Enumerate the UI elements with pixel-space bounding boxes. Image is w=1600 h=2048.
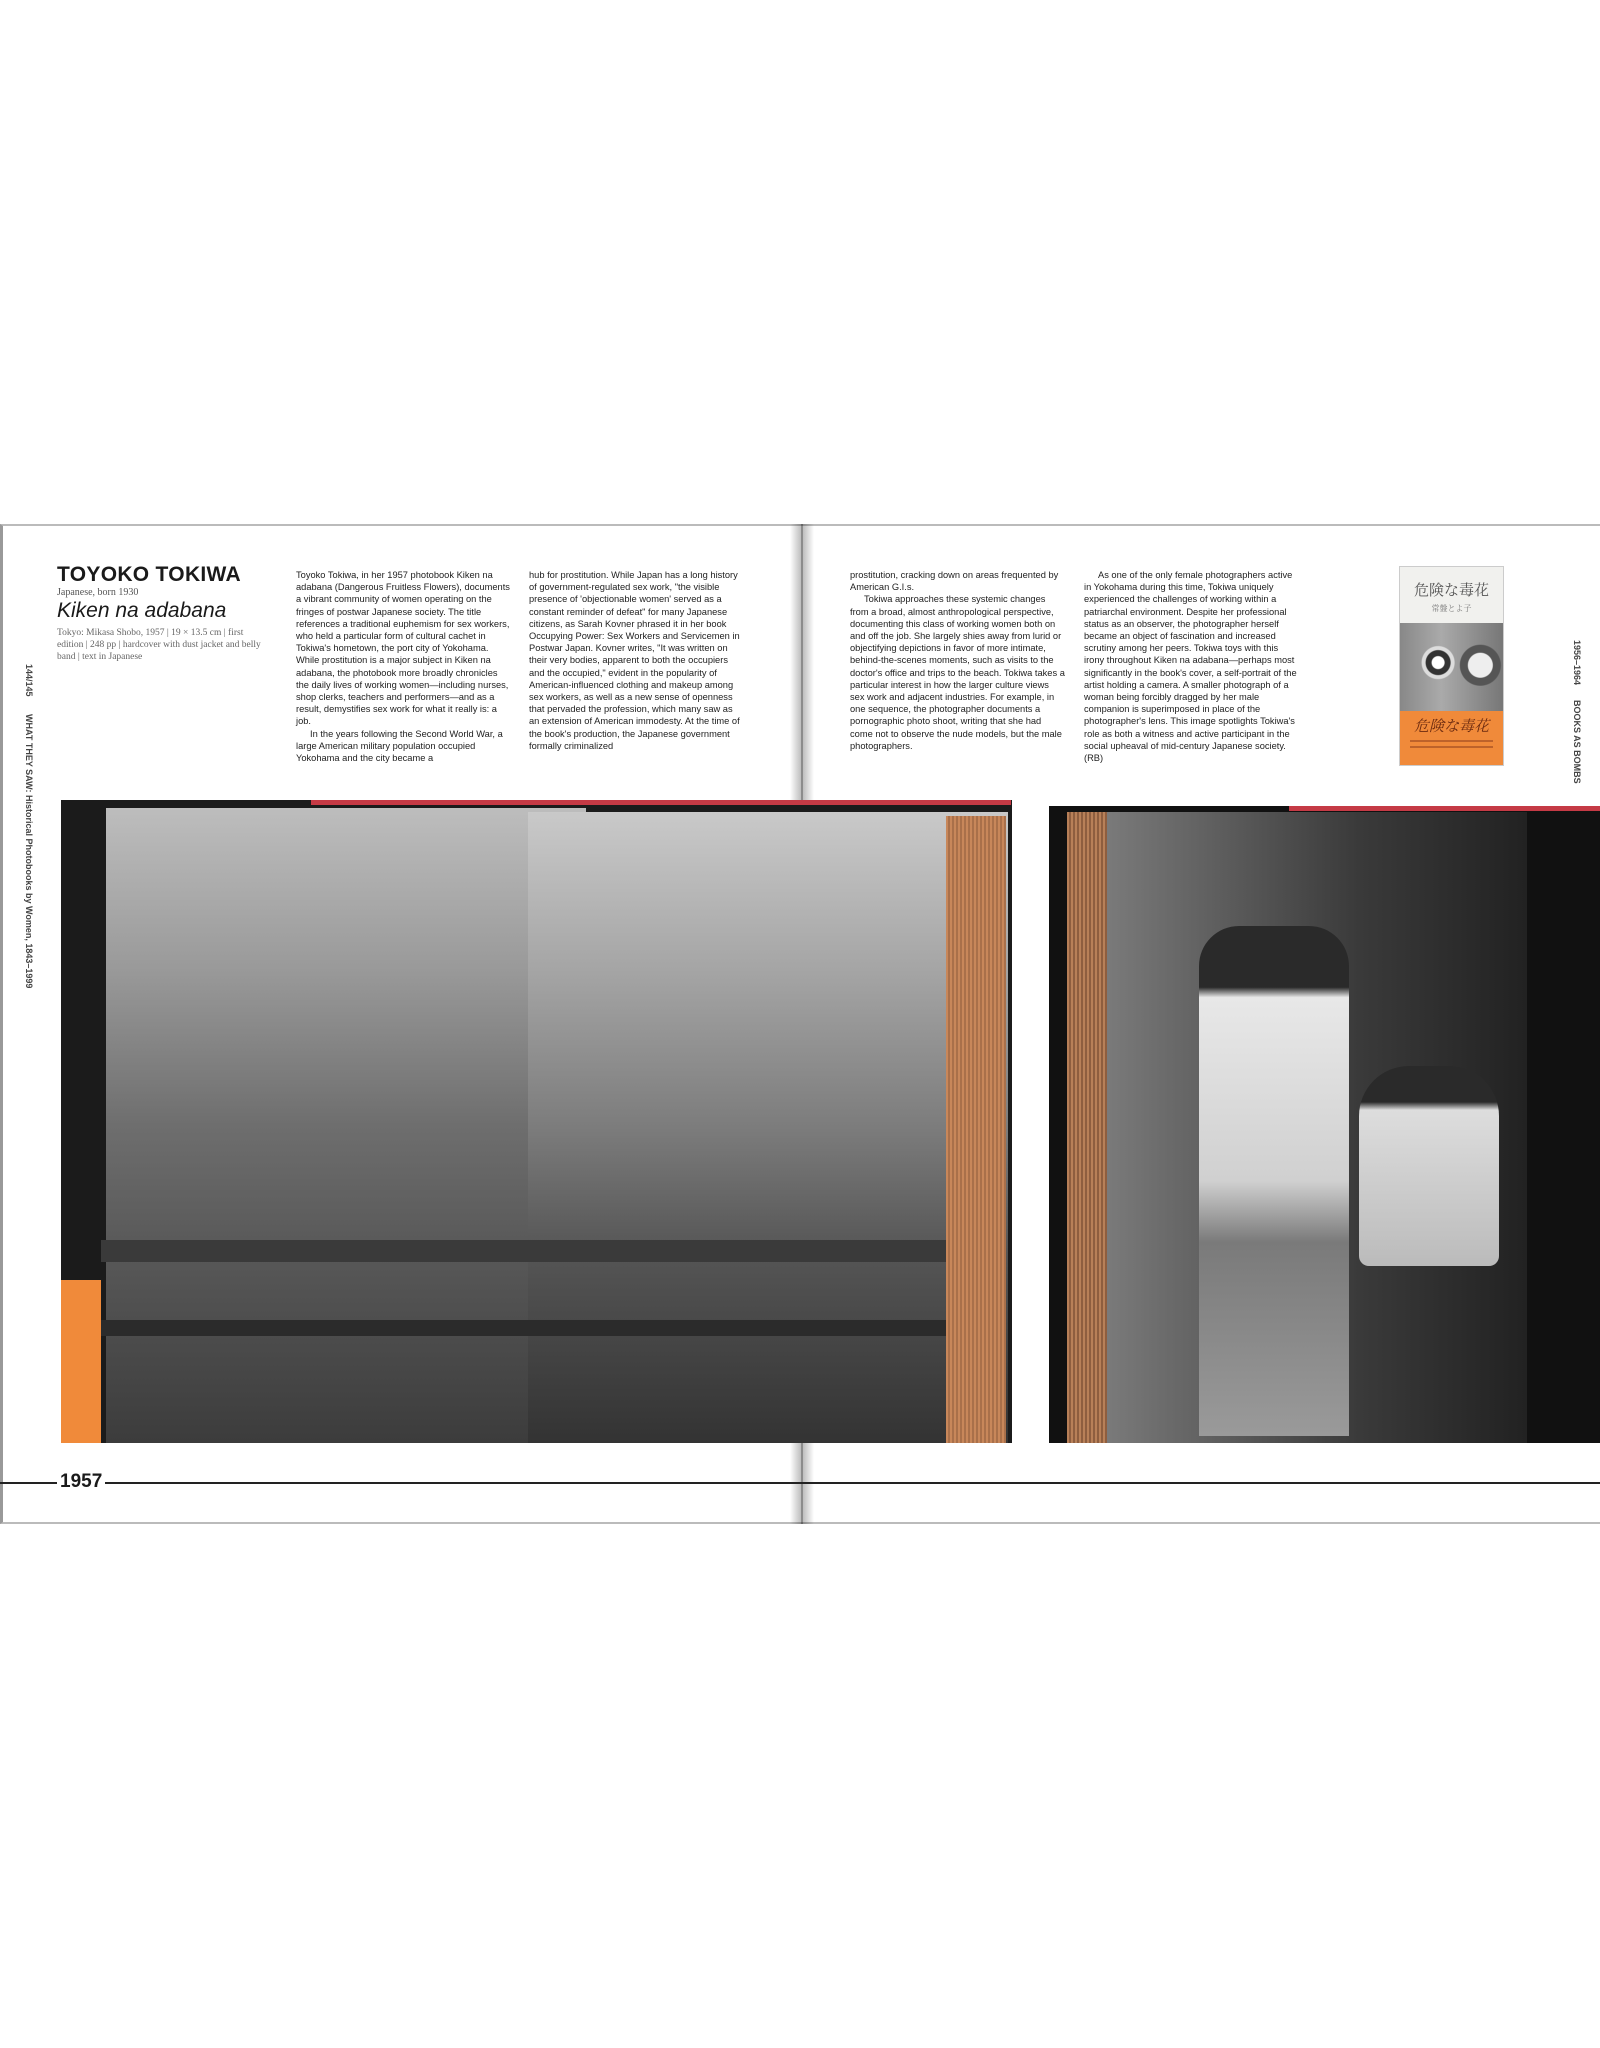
red-edge: [1289, 806, 1600, 811]
text-column-2: [529, 569, 744, 752]
photo-right-page: [528, 812, 1008, 1443]
seated-woman: [1359, 1066, 1499, 1266]
paragraph: As one of the only female photographers active in Yokohama during this time, Tokiwa uniquely experienced the challenges of working within a patriarchal environment. Despite her professional status as an observer, the photographer herself became an object of fascination and increased scrutiny among her peers. Tokiwa toys with this irony throughout Kiken na adabana—perhaps most significantly in the book's cover, a self-portrait of the artist holding a camera. A smaller photograph of a woman being forcibly dragged by her male companion is superimposed in place of the photographer's lens. This image spotlights Tokiwa's role as both a witness and active participant in the social upheaval of mid-century Japanese society. (RB): [1084, 570, 1297, 764]
bench: [101, 1240, 1001, 1262]
photo-two-women: [1049, 806, 1600, 1443]
orange-cover-edge: [61, 1280, 101, 1443]
book-meta: Tokyo: Mikasa Shobo, 1957 | 19 × 13.5 cm | first edition | 248 pp | hardcover with dust jacket and belly band | text in Japanese: [57, 628, 261, 662]
bench: [101, 1320, 1001, 1336]
band-title: 危険な毒花: [1413, 717, 1489, 735]
text-column-3: [850, 569, 1065, 752]
paragraph: Toyoko Tokiwa, in her 1957 photobook Kiken na adabana (Dangerous Fruitless Flowers), documents a vibrant community of women operating on the fringes of postwar Japanese society. The title references a traditional euphemism for sex workers, who held a particular form of cultural cachet in Tokiwa's hometown, the port city of Yokohama. While prostitution is a major subject in Kiken na adabana, the photobook more broadly chronicles the daily lives of working women—including nurses, shop clerks, teachers and performers—and as a result, demystifies sex work for what it really is: a job.: [296, 570, 510, 727]
section-label: BOOKS AS BOMBS: [1572, 700, 1582, 784]
paragraph: hub for prostitution. While Japan has a long history of government-regulated sex work, "the visible presence of 'objectionable women' served as a constant reminder of defeat" for many Japanese citizens, as Sarah Kovner phrased it in her book Occupying Power: Sex Workers and Servicemen in Postwar Japan. Kovner writes, "It was written on their very bodies, apparent to both the occupiers and the occupied," evident in the popularity of American-influenced clothing and makeup among sex workers, as well as a new sense of openness that pervaded the profession, which many saw as an extension of American immodesty. At the time of the book's production, the Japanese government formally criminalized: [529, 570, 740, 751]
artist-bio: Japanese, born 1930: [57, 587, 139, 598]
red-edge: [311, 800, 1011, 805]
book-title: Kiken na adabana: [57, 599, 227, 622]
photo-left-page: [106, 808, 586, 1443]
paragraph: In the years following the Second World War, a large American military population occupied Yokohama and the city became a: [296, 728, 503, 764]
paragraph: prostitution, cracking down on areas frequented by American G.I.s.: [850, 570, 1059, 593]
text-column-1: [296, 569, 511, 764]
band-text-line: [1410, 746, 1493, 748]
timeline-rule: [0, 1482, 1600, 1484]
text-column-4: [1084, 569, 1299, 764]
page-edges: [1067, 812, 1107, 1443]
cover-belly-band: [1400, 711, 1503, 765]
book-cover-thumbnail: [1399, 566, 1504, 766]
page-edges: [946, 816, 1006, 1443]
standing-woman: [1199, 926, 1349, 1436]
photo-classroom-spread: [61, 800, 1012, 1443]
cover-photo: [1400, 623, 1503, 711]
band-text-line: [1410, 740, 1493, 742]
page-numbers: 144/145: [24, 664, 34, 697]
cover-author: 常盤とよ子: [1431, 604, 1472, 613]
running-title: WHAT THEY SAW: Historical Photobooks by Women, 1843–1999: [24, 714, 34, 989]
period-label: 1956–1964: [1572, 640, 1582, 686]
paragraph: Tokiwa approaches these systemic changes from a broad, almost anthropological perspective, documenting this class of working women both on and off the job. She largely shies away from lurid or objectifying depictions in favor of more intimate, behind-the-scenes moments, such as visits to the doctor's office and trips to the beach. Tokiwa takes a particular interest in how the larger culture views sex work and adjacent industries. For example, in one sequence, the photographer documents a pornographic photo shoot, writing that she had come not to observe the nude models, but the male photographers.: [850, 594, 1065, 751]
cover-title: 危険な毒花: [1413, 581, 1489, 599]
artist-name: TOYOKO TOKIWA: [57, 563, 241, 586]
year-label: 1957: [57, 1471, 105, 1493]
